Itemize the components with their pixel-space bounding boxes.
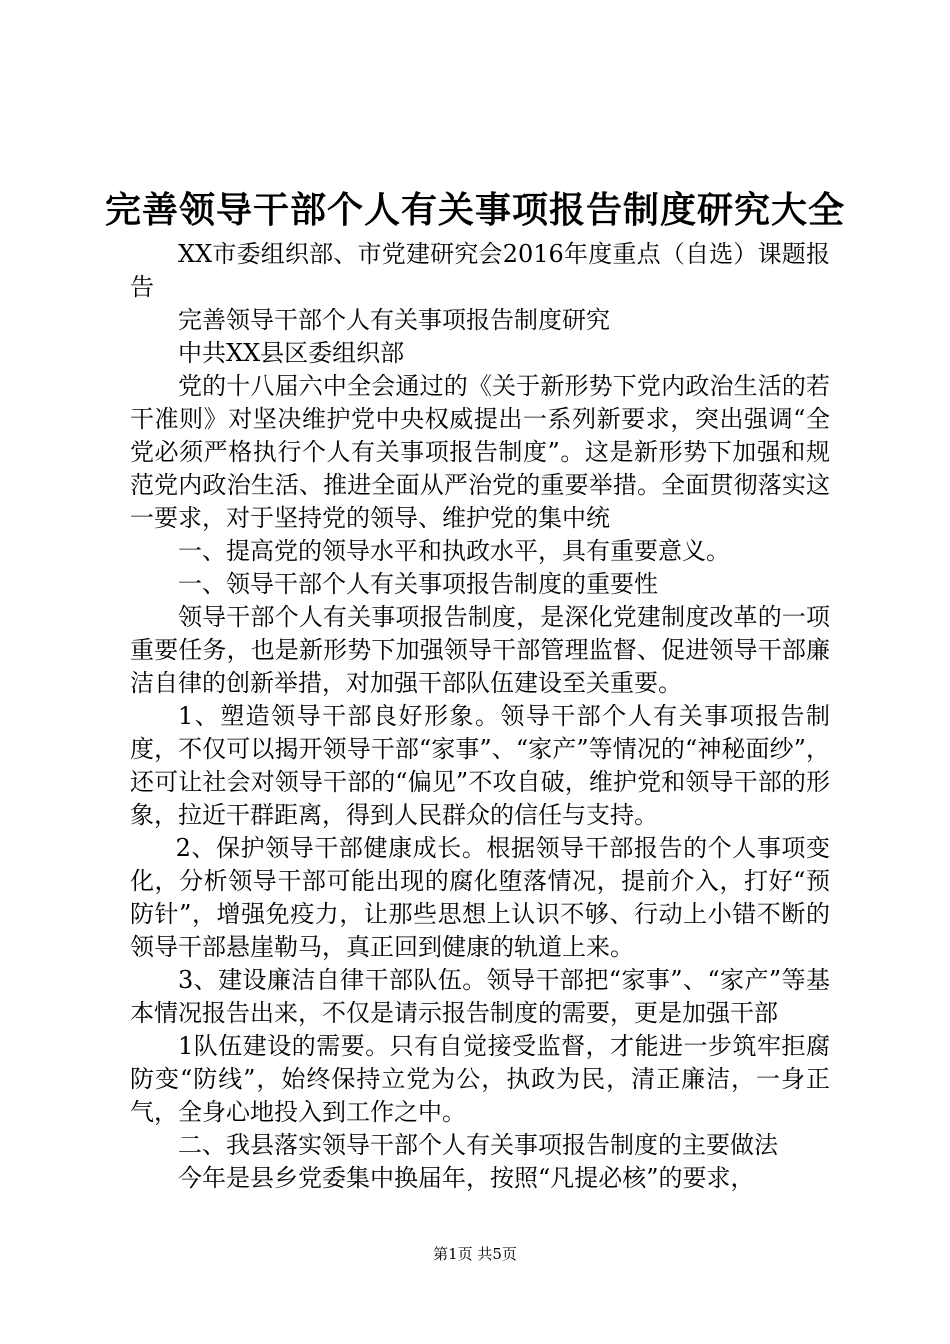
page-number: 第1页 共5页 bbox=[433, 1245, 517, 1263]
paragraph-5: 一、提高党的领导水平和执政水平，具有重要意义。 bbox=[178, 537, 730, 565]
paragraph-6: 领导干部个人有关事项报告制度，是深化党建制度改革的一项重要任务，也是新形势下加强领导干部管理监督、促进领导干部廉洁自律的创新举措，对加强干部队伍建设至关重要。 bbox=[130, 603, 830, 697]
paragraph-11: 今年是县乡党委集中换届年，按照“凡提必核”的要求， bbox=[178, 1164, 755, 1192]
paragraph-7: 1、塑造领导干部良好形象。领导干部个人有关事项报告制度，不仅可以揭开领导干部“家事”、“家产”等情况的“神秘面纱”，还可让社会对领导干部的“偏见”不攻自破，维护党和领导干部的形象，拉近干群距离，得到人民群众的信任与支持。 bbox=[130, 702, 830, 829]
paragraph-4: 党的十八届六中全会通过的《关于新形势下党内政治生活的若干准则》对坚决维护党中央权威提出一系列新要求，突出强调“全党必须严格执行个人有关事项报告制度”。这是新形势下加强和规范党内政治生活、推进全面从严治党的重要举措。全面贯彻落实这一要求，对于坚持党的领导、维护党的集中统 bbox=[130, 372, 830, 532]
section-heading-2: 二、我县落实领导干部个人有关事项报告制度的主要做法 bbox=[178, 1131, 778, 1159]
paragraph-10: 1队伍建设的需要。只有自觉接受监督，才能进一步筑牢拒腐防变“防线”，始终保持立党为公，执政为民，清正廉洁，一身正气，全身心地投入到工作之中。 bbox=[130, 1032, 830, 1126]
paragraph-8: 2、保护领导干部健康成长。根据领导干部报告的个人事项变化，分析领导干部可能出现的腐化堕落情况，提前介入，打好“预防针”，增强免疫力，让那些思想上认识不够、行动上小错不断的领导干部悬崖勒马，真正回到健康的轨道上来。 bbox=[130, 834, 830, 961]
document-body bbox=[130, 238, 830, 1195]
section-heading-1: 一、领导干部个人有关事项报告制度的重要性 bbox=[178, 570, 658, 598]
paragraph-1: XX市委组织部、市党建研究会2016年度重点（自选）课题报告 bbox=[130, 240, 830, 301]
paragraph-2: 完善领导干部个人有关事项报告制度研究 bbox=[178, 306, 610, 334]
document-title: 完善领导干部个人有关事项报告制度研究大全 bbox=[104, 189, 845, 231]
paragraph-3: 中共XX县区委组织部 bbox=[178, 339, 405, 367]
paragraph-9: 3、建设廉洁自律干部队伍。领导干部把“家事”、“家产”等基本情况报告出来，不仅是请示报告制度的需要，更是加强干部 bbox=[130, 966, 830, 1027]
